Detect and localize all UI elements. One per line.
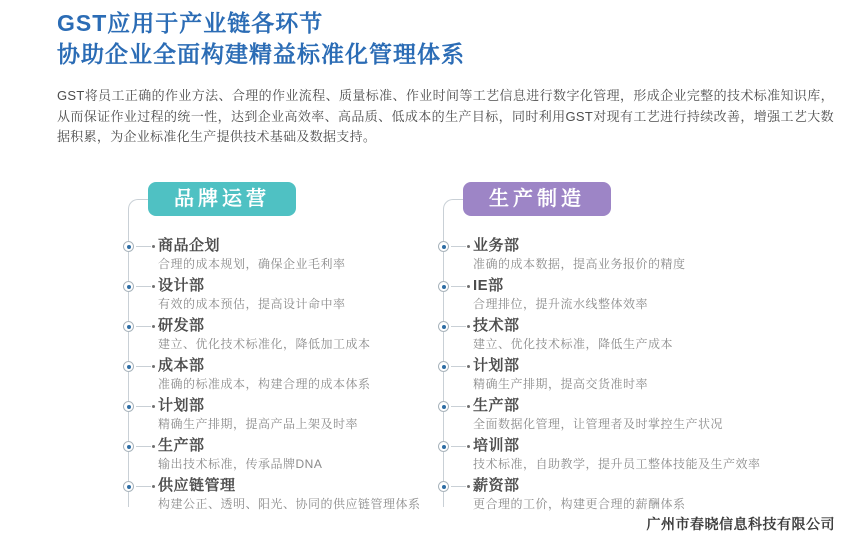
timeline-node-icon xyxy=(123,401,134,412)
list-item xyxy=(443,316,763,353)
list-item xyxy=(128,316,448,353)
department-description: 技术标准，自助教学，提升员工整体技能及生产效率 xyxy=(473,457,761,471)
department-description: 有效的成本预估，提高设计命中率 xyxy=(158,297,346,311)
department-description: 构建公正、透明、阳光、协同的供应链管理体系 xyxy=(158,497,421,511)
timeline-node-icon xyxy=(123,361,134,372)
department-description: 合理的成本规划，确保企业毛利率 xyxy=(158,257,346,271)
column-production-manufacturing xyxy=(443,182,763,513)
page-title xyxy=(57,8,465,70)
department-description: 建立、优化技术标准，降低生产成本 xyxy=(473,337,674,351)
timeline-node-icon xyxy=(123,241,134,252)
department-description: 准确的成本数据，提高业务报价的精度 xyxy=(473,257,686,271)
department-title: 研发部 xyxy=(158,317,205,334)
timeline-node-icon xyxy=(123,481,134,492)
connector-line xyxy=(451,486,466,487)
connector-line xyxy=(136,286,151,287)
connector-line xyxy=(451,446,466,447)
department-description: 准确的标准成本，构建合理的成本体系 xyxy=(158,377,371,391)
department-title: 商品企划 xyxy=(158,237,221,254)
department-description: 精确生产排期，提高交货准时率 xyxy=(473,377,649,391)
list-item xyxy=(443,476,763,513)
connector-line xyxy=(451,326,466,327)
department-description: 更合理的工价，构建更合理的薪酬体系 xyxy=(473,497,686,511)
connector-line xyxy=(136,486,151,487)
list-item xyxy=(443,236,763,273)
timeline-node-icon xyxy=(123,441,134,452)
connector-line xyxy=(451,286,466,287)
department-title: IE部 xyxy=(473,277,504,294)
department-title: 生产部 xyxy=(473,397,520,414)
timeline-node-icon xyxy=(438,401,449,412)
timeline-node-icon xyxy=(438,481,449,492)
column-header-badge: 生产制造 xyxy=(463,182,611,216)
department-title: 供应链管理 xyxy=(158,477,236,494)
department-title: 生产部 xyxy=(158,437,205,454)
department-description: 精确生产排期，提高产品上架及时率 xyxy=(158,417,359,431)
department-title: 计划部 xyxy=(158,397,205,414)
timeline-node-icon xyxy=(438,441,449,452)
department-description: 合理排位，提升流水线整体效率 xyxy=(473,297,649,311)
connector-line xyxy=(451,246,466,247)
connector-line xyxy=(136,246,151,247)
list-item xyxy=(128,236,448,273)
company-name-footer: 广州市春晓信息科技有限公司 xyxy=(646,516,835,532)
department-title: 计划部 xyxy=(473,357,520,374)
timeline-node-icon xyxy=(438,361,449,372)
list-item xyxy=(128,436,448,473)
connector-line xyxy=(451,406,466,407)
timeline-node-icon xyxy=(123,281,134,292)
timeline-node-icon xyxy=(438,321,449,332)
timeline-node-icon xyxy=(123,321,134,332)
connector-line xyxy=(136,326,151,327)
department-list xyxy=(443,236,763,516)
timeline-node-icon xyxy=(438,241,449,252)
list-item xyxy=(128,276,448,313)
page-title-line1: GST应用于产业链各环节 xyxy=(57,10,324,36)
connector-line xyxy=(451,366,466,367)
department-description: 输出技术标准，传承品牌DNA xyxy=(158,457,323,471)
list-item xyxy=(443,396,763,433)
department-title: 技术部 xyxy=(473,317,520,334)
list-item xyxy=(128,356,448,393)
intro-paragraph: GST将员工正确的作业方法、合理的作业流程、质量标准、作业时间等工艺信息进行数字化管理，形成企业完整的技术标准知识库，从而保证作业过程的统一性，达到企业高效率、高品质、低成本的生产目标，同时利用GST对现有工艺进行持续改善，增强工艺大数据积累，为企业标准化生产提供技术基础及数据支持。 xyxy=(57,88,834,144)
timeline-node-icon xyxy=(438,281,449,292)
column-header-badge: 品牌运营 xyxy=(148,182,296,216)
list-item xyxy=(128,396,448,433)
list-item xyxy=(443,356,763,393)
department-title: 业务部 xyxy=(473,237,520,254)
department-description: 全面数据化管理，让管理者及时掌控生产状况 xyxy=(473,417,724,431)
department-list xyxy=(128,236,448,516)
department-title: 培训部 xyxy=(473,437,520,454)
list-item xyxy=(443,276,763,313)
list-item xyxy=(443,436,763,473)
connector-line xyxy=(136,446,151,447)
column-brand-operations xyxy=(128,182,448,513)
page-title-line2: 协助企业全面构建精益标准化管理体系 xyxy=(57,41,465,67)
connector-line xyxy=(136,406,151,407)
department-title: 设计部 xyxy=(158,277,205,294)
department-title: 成本部 xyxy=(158,357,205,374)
list-item xyxy=(128,476,448,513)
department-title: 薪资部 xyxy=(473,477,520,494)
department-description: 建立、优化技术标准化，降低加工成本 xyxy=(158,337,371,351)
connector-line xyxy=(136,366,151,367)
